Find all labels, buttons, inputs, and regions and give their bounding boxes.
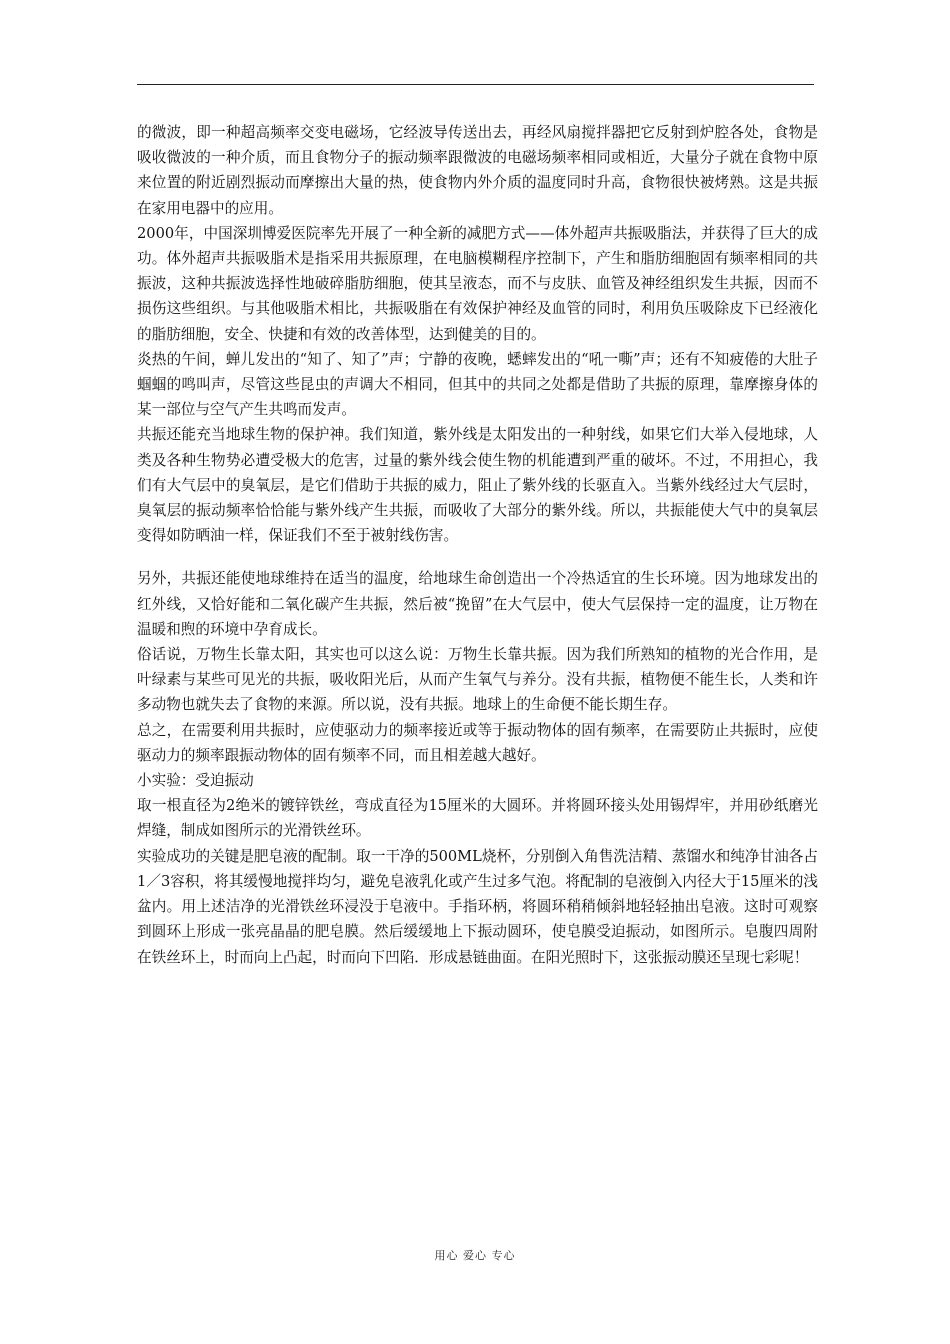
paragraph-insects: 炎热的午间，蝉儿发出的“知了、知了”声；宁静的夜晚，蟋蟀发出的“吼一嘶”声；还有不知疲倦的大肚子蝈蝈的鸣叫声，尽管这些昆虫的声调大不相同，但其中的共同之处都是借助了共振的原理，靠摩擦身体的某一部位与空气产生共鸣而发声。: [137, 350, 818, 419]
paragraph-liposuction: 2000年，中国深圳博爱医院率先开展了一种全新的减肥方式——体外超声共振吸脂法，并获得了巨大的成功。体外超声共振吸脂术是指采用共振原理，在电脑模糊程序控制下，产生和脂肪细胞固有频率相同的共振波，这种共振波选择性地破碎脂肪细胞，使其呈液态，而不与皮肤、血管及神经组织发生共振，因而不损伤这些组织。与其他吸脂术相比，共振吸脂在有效保护神经及血管的同时，利用负压吸除皮下已经液化的脂肪细胞，安全、快捷和有效的改善体型，达到健美的目的。: [137, 224, 818, 343]
paragraph-greenhouse: 另外，共振还能使地球维持在适当的温度，给地球生命创造出一个冷热适宜的生长环境。因为地球发出的红外线，又恰好能和二氧化碳产生共振，然后被“挽留”在大气层中，使大气层保持一定的温度，让万物在温暖和煦的环境中孕育成长。: [137, 570, 818, 638]
paragraph-microwave: 的微波，即一种超高频率交变电磁场，它经波导传送出去，再经风扇搅拌器把它反射到炉腔各处，食物是吸收微波的一种介质，而且食物分子的振动频率跟微波的电磁场频率相同或相近，大量分子就在食物中原来位置的附近剧烈振动而摩擦出大量的热，使食物内外介质的温度同时升高，食物很快被烤熟。这是共振在家用电器中的应用。: [137, 124, 818, 217]
experiment-heading: 小实验：受迫振动: [137, 772, 254, 790]
page-footer: 用心 爱心 专心: [434, 1249, 516, 1262]
paragraph-soap-film: 实验成功的关键是肥皂液的配制。取一干净的500ML烧杯，分别倒入角售洗洁精、蒸馏水和纯净甘油各占1／3容积，将其缓慢地搅拌均匀，避免皂液乳化或产生过多气泡。将配制的皂液倒入内径大于15厘米的浅盆内。用上述洁净的光滑铁丝环浸没于皂液中。手指环柄，将圆环稍稍倾斜地轻轻抽出皂液。这时可观察到圆环上形成一张亮晶晶的肥皂膜。然后缓缓地上下振动圆环，使皂膜受迫振动，如图所示。皂腹四周附在铁丝环上，时而向上凸起，时而向下凹陷．形成悬链曲面。在阳光照时下，这张振动膜还呈现七彩呢！: [137, 847, 818, 966]
header-rule: [137, 84, 814, 85]
paragraph-photosynthesis: 俗话说，万物生长靠太阳，其实也可以这么说：万物生长靠共振。因为我们所熟知的植物的光合作用，是叶绿素与某些可见光的共振，吸收阳光后，从而产生氧气与养分。没有共振，植物便不能生长，人类和许多动物也就失去了食物的来源。所以说，没有共振。地球上的生命便不能长期生存。: [137, 646, 818, 714]
paragraph-ozone: 共振还能充当地球生物的保护神。我们知道，紫外线是太阳发出的一种射线，如果它们大举入侵地球，人类及各种生物势必遭受极大的危害，过量的紫外线会使生物的机能遭到严重的破坏。不过，不用担心，我们有大气层中的臭氧层，是它们借助于共振的威力，阻止了紫外线的长驱直入。当紫外线经过大气层时，臭氧层的振动频率恰恰能与紫外线产生共振，而吸收了大部分的紫外线。所以，共振能使大气中的臭氧层变得如防晒油一样，保证我们不至于被射线伤害。: [137, 426, 818, 545]
paragraph-summary: 总之，在需要利用共振时，应使驱动力的频率接近或等于振动物体的固有频率，在需要防止共振时，应使驱动力的频率跟振动物体的固有频率不同，而且相差越大越好。: [137, 721, 818, 764]
paragraph-wire-ring: 取一根直径为2绝米的镀锌铁丝，弯成直径为15厘米的大圆环。并将圆环接头处用锡焊牢，并用砂纸磨光焊缝，制成如图所示的光滑铁丝环。: [137, 797, 818, 840]
document-body: [137, 120, 818, 970]
